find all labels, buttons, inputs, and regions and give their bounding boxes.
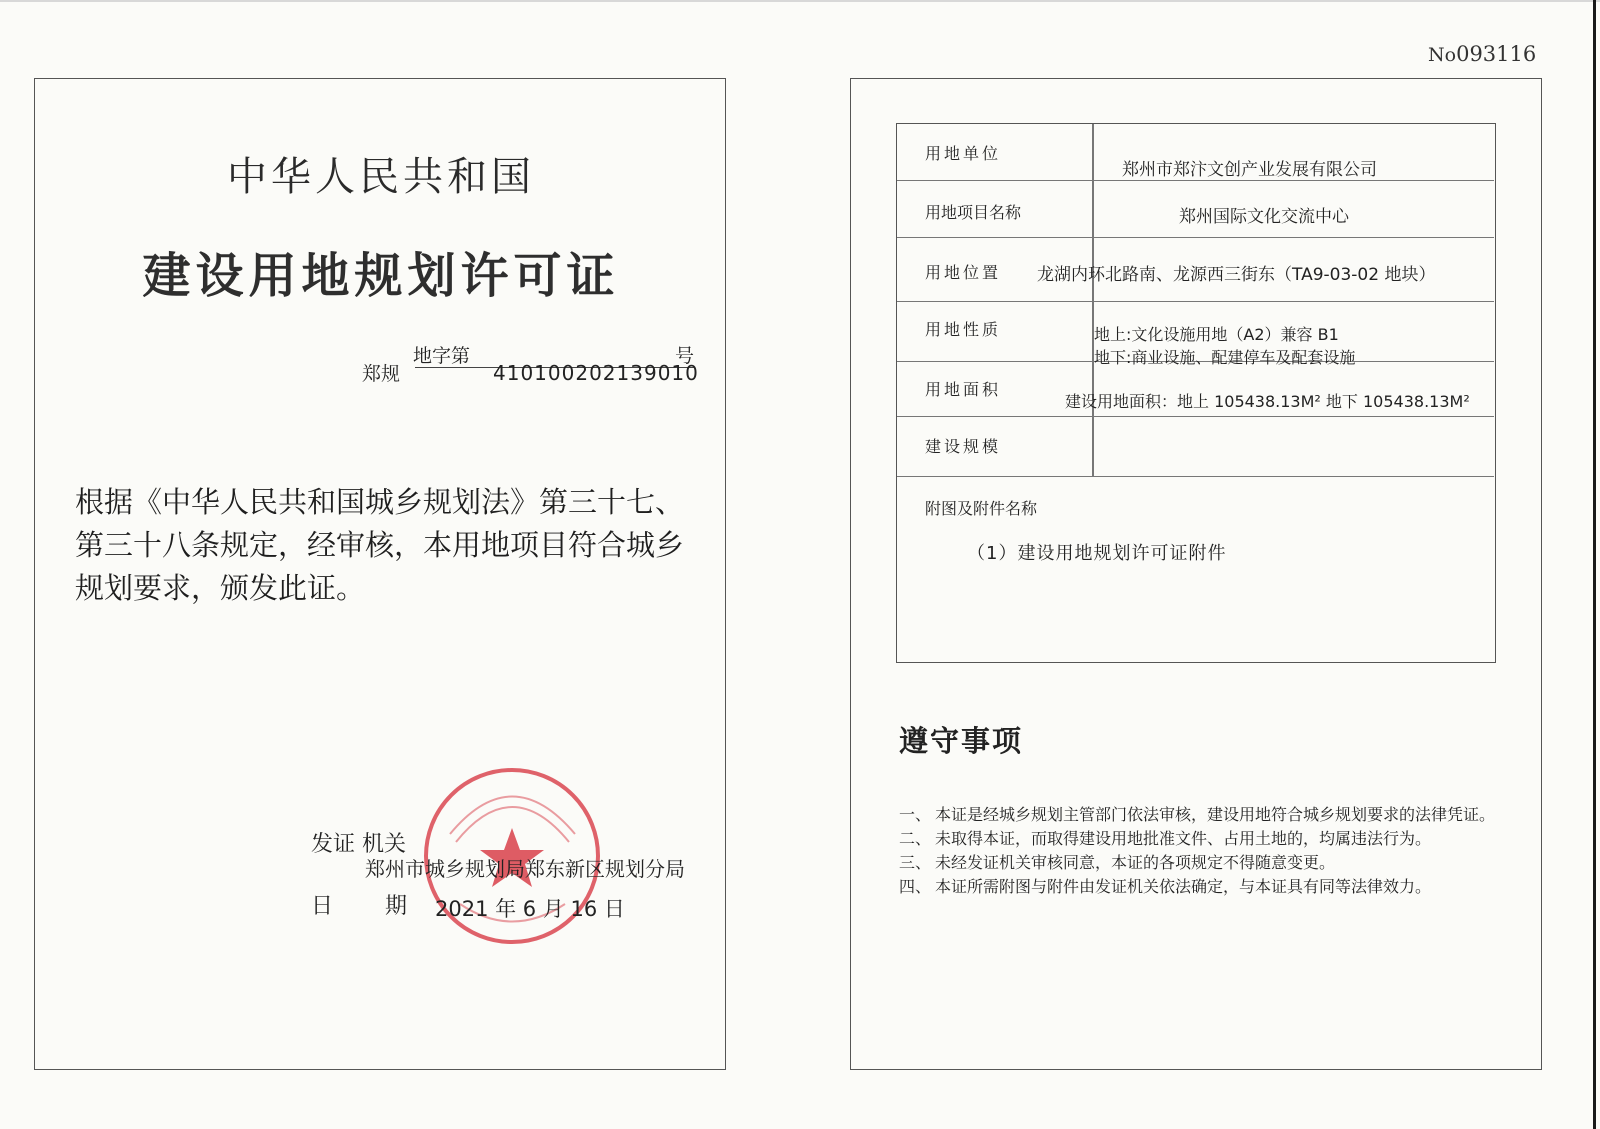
value-area: 建设用地面积：地上 105438.13M² 地下 105438.13M² — [1065, 392, 1470, 411]
value-attachments: （1）建设用地规划许可证附件 — [967, 543, 1227, 564]
notice-title: 遵守事项 — [899, 724, 1024, 758]
value-location: 龙湖内环北路南、龙源西三街东（TA9-03-02 地块） — [1037, 265, 1436, 285]
table-row-scale — [897, 416, 1494, 477]
notice-text-3: 未经发证机关审核同意，本证的各项规定不得随意变更。 — [935, 853, 1336, 872]
value-land-use-below: 地下:商业设施、配建停车及配套设施 — [1094, 348, 1356, 367]
value-project-name: 郑州国际文化交流中心 — [1179, 207, 1349, 227]
label-land-user: 用地单位 — [925, 144, 1002, 163]
notice-num-2: 二、 — [899, 829, 932, 848]
serial-digits: 093116 — [1456, 42, 1537, 66]
right-panel — [850, 78, 1542, 1070]
permit-end-label: 号 — [675, 345, 695, 367]
permit-number: 410100202139010 — [493, 361, 699, 385]
value-land-user: 郑州市郑汴文创产业发展有限公司 — [1122, 160, 1377, 180]
label-project-name: 用地项目名称 — [925, 203, 1022, 222]
certificate-title: 建设用地规划许可证 — [142, 248, 620, 304]
notice-text-1: 本证是经城乡规划主管部门依法审核，建设用地符合城乡规划要求的法律凭证。 — [935, 805, 1496, 824]
notice-text-2: 未取得本证，而取得建设用地批准文件、占用土地的，均属违法行为。 — [935, 829, 1432, 848]
notice-item-1 — [899, 803, 1499, 827]
permit-mid-label: 地字第 — [413, 345, 471, 367]
notice-text-4: 本证所需附图与附件由发证机关依法确定，与本证具有同等法律效力。 — [935, 877, 1432, 896]
serial-prefix: No — [1428, 44, 1457, 66]
date-label-1: 日 — [311, 894, 334, 919]
notice-item-2 — [899, 827, 1499, 851]
issuer-value: 郑州市城乡规划局郑东新区规划分局 — [365, 857, 685, 881]
serial-number — [1428, 42, 1536, 66]
country-title: 中华人民共和国 — [227, 154, 535, 200]
date-label-2: 期 — [385, 894, 408, 919]
label-attachments: 附图及附件名称 — [925, 499, 1038, 518]
table-row-land-user — [897, 124, 1494, 181]
notice-num-3: 三、 — [899, 853, 932, 872]
label-land-use: 用地性质 — [925, 320, 1002, 339]
table-row-location — [897, 237, 1494, 302]
table-row-land-use — [897, 301, 1494, 367]
notice-num-4: 四、 — [899, 877, 932, 896]
top-edge — [0, 0, 1600, 2]
issue-date: 2021 年 6 月 16 日 — [435, 897, 625, 921]
label-area: 用地面积 — [925, 380, 1002, 399]
table-row-area — [897, 361, 1494, 417]
left-panel — [34, 78, 726, 1070]
table-row-project-name — [897, 180, 1494, 238]
notice-num-1: 一、 — [899, 805, 932, 824]
value-land-use-above: 地上:文化设施用地（A2）兼容 B1 — [1094, 325, 1339, 344]
land-info-table — [896, 123, 1496, 663]
permit-prefix: 郑规 — [362, 363, 401, 385]
label-location: 用地位置 — [925, 263, 1002, 282]
notice-item-4 — [899, 875, 1499, 899]
label-scale: 建设规模 — [925, 437, 1002, 456]
notice-item-3 — [899, 851, 1499, 875]
issuer-label: 发证 机关 — [311, 832, 406, 857]
notice-list — [899, 803, 1499, 899]
statement-text: 根据《中华人民共和国城乡规划法》第三十七、第三十八条规定，经审核，本用地项目符合城乡规划要求，颁发此证。 — [75, 485, 685, 605]
right-edge — [1593, 0, 1596, 1129]
